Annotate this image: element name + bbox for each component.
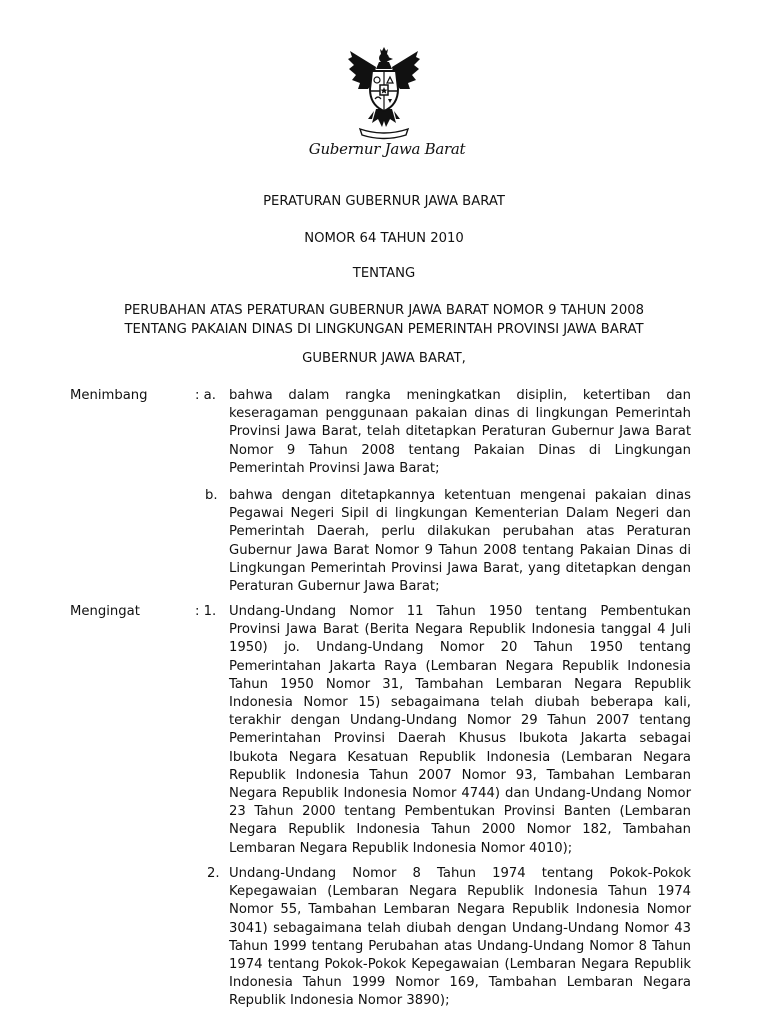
- menimbang-marker-a: : a.: [195, 388, 216, 403]
- mengingat-item-2: Undang-Undang Nomor 8 Tahun 1974 tentang Pokok-Pokok Kepegawaian (Lembaran Negara Republik Indonesia Tahun 1974 Nomor 55, Tambahan Lembaran Negara Republik Indonesia Nomor 3041) sebagaimana telah diubah dengan Undang-Undang Nomor 43 Tahun 1999 tentang Perubahan atas Undang-Undang Nomor 8 Tahun 1974 tentang Pokok-Pokok Kepegawaian (Lembaran Negara Republik Indonesia Tahun 1999 Nomor 169, Tambahan Lembaran Negara Republik Indonesia Nomor 3890);: [229, 866, 691, 1009]
- regulation-subject-line-1: PERUBAHAN ATAS PERATURAN GUBERNUR JAWA BARAT NOMOR 9 TAHUN 2008: [124, 303, 644, 318]
- governor-signature: Gubernur Jawa Barat: [308, 140, 466, 158]
- garuda-emblem-icon: [346, 45, 422, 140]
- menimbang-label: Menimbang: [70, 388, 148, 403]
- authority-heading: GUBERNUR JAWA BARAT,: [302, 351, 466, 366]
- menimbang-item-a: bahwa dalam rangka meningkatkan disiplin, ketertiban dan keseragaman penggunaan pakaian dinas di lingkungan Pemerintah Provinsi Jawa Barat, telah ditetapkan Peraturan Gubernur Jawa Barat Nomor 9 Tahun 2008 tentang Pakaian Dinas di Lingkungan Pemerintah Provinsi Jawa Barat;: [229, 388, 691, 476]
- mengingat-marker-2: 2.: [207, 866, 220, 881]
- mengingat-item-1: Undang-Undang Nomor 11 Tahun 1950 tentang Pembentukan Provinsi Jawa Barat (Berita Negara Republik Indonesia tanggal 4 Juli 1950) jo. Undang-Undang Nomor 20 Tahun 1950 tentang Pemerintahan Jakarta Raya (Lembaran Negara Republik Indonesia Tahun 1950 Nomor 31, Tambahan Lembaran Negara Republik Indonesia Nomor 15) sebagaimana telah diubah beberapa kali, terakhir dengan Undang-Undang Nomor 29 Tahun 2007 tentang Pemerintahan Provinsi Daerah Khusus Ibukota Jakarta sebagai Ibukota Negara Kesatuan Republik Indonesia (Lembaran Negara Republik Indonesia Tahun 2007 Nomor 93, Tambahan Lembaran Negara Republik Indonesia Nomor 4744) dan Undang-Undang Nomor 23 Tahun 2000 tentang Pembentukan Provinsi Banten (Lembaran Negara Republik Indonesia Tahun 2000 Nomor 182, Tambahan Lembaran Negara Republik Indonesia Nomor 4010);: [229, 604, 691, 856]
- regulation-number: NOMOR 64 TAHUN 2010: [304, 231, 464, 246]
- menimbang-item-b: bahwa dengan ditetapkannya ketentuan mengenai pakaian dinas Pegawai Negeri Sipil di lingkungan Kementerian Dalam Negeri dan Pemerintah Daerah, perlu dilakukan perubahan atas Peraturan Gubernur Jawa Barat Nomor 9 Tahun 2008 tentang Pakaian Dinas di Lingkungan Pemerintah Provinsi Jawa Barat, yang ditetapkan dengan Peraturan Gubernur Jawa Barat;: [229, 488, 691, 595]
- mengingat-label: Mengingat: [70, 604, 140, 619]
- menimbang-marker-b: b.: [205, 488, 218, 503]
- mengingat-marker-1: : 1.: [195, 604, 217, 619]
- regulation-title: PERATURAN GUBERNUR JAWA BARAT: [263, 194, 505, 209]
- regulation-subject-line-2: TENTANG PAKAIAN DINAS DI LINGKUNGAN PEMERINTAH PROVINSI JAWA BARAT: [124, 322, 644, 337]
- regulation-about-heading: TENTANG: [352, 266, 416, 281]
